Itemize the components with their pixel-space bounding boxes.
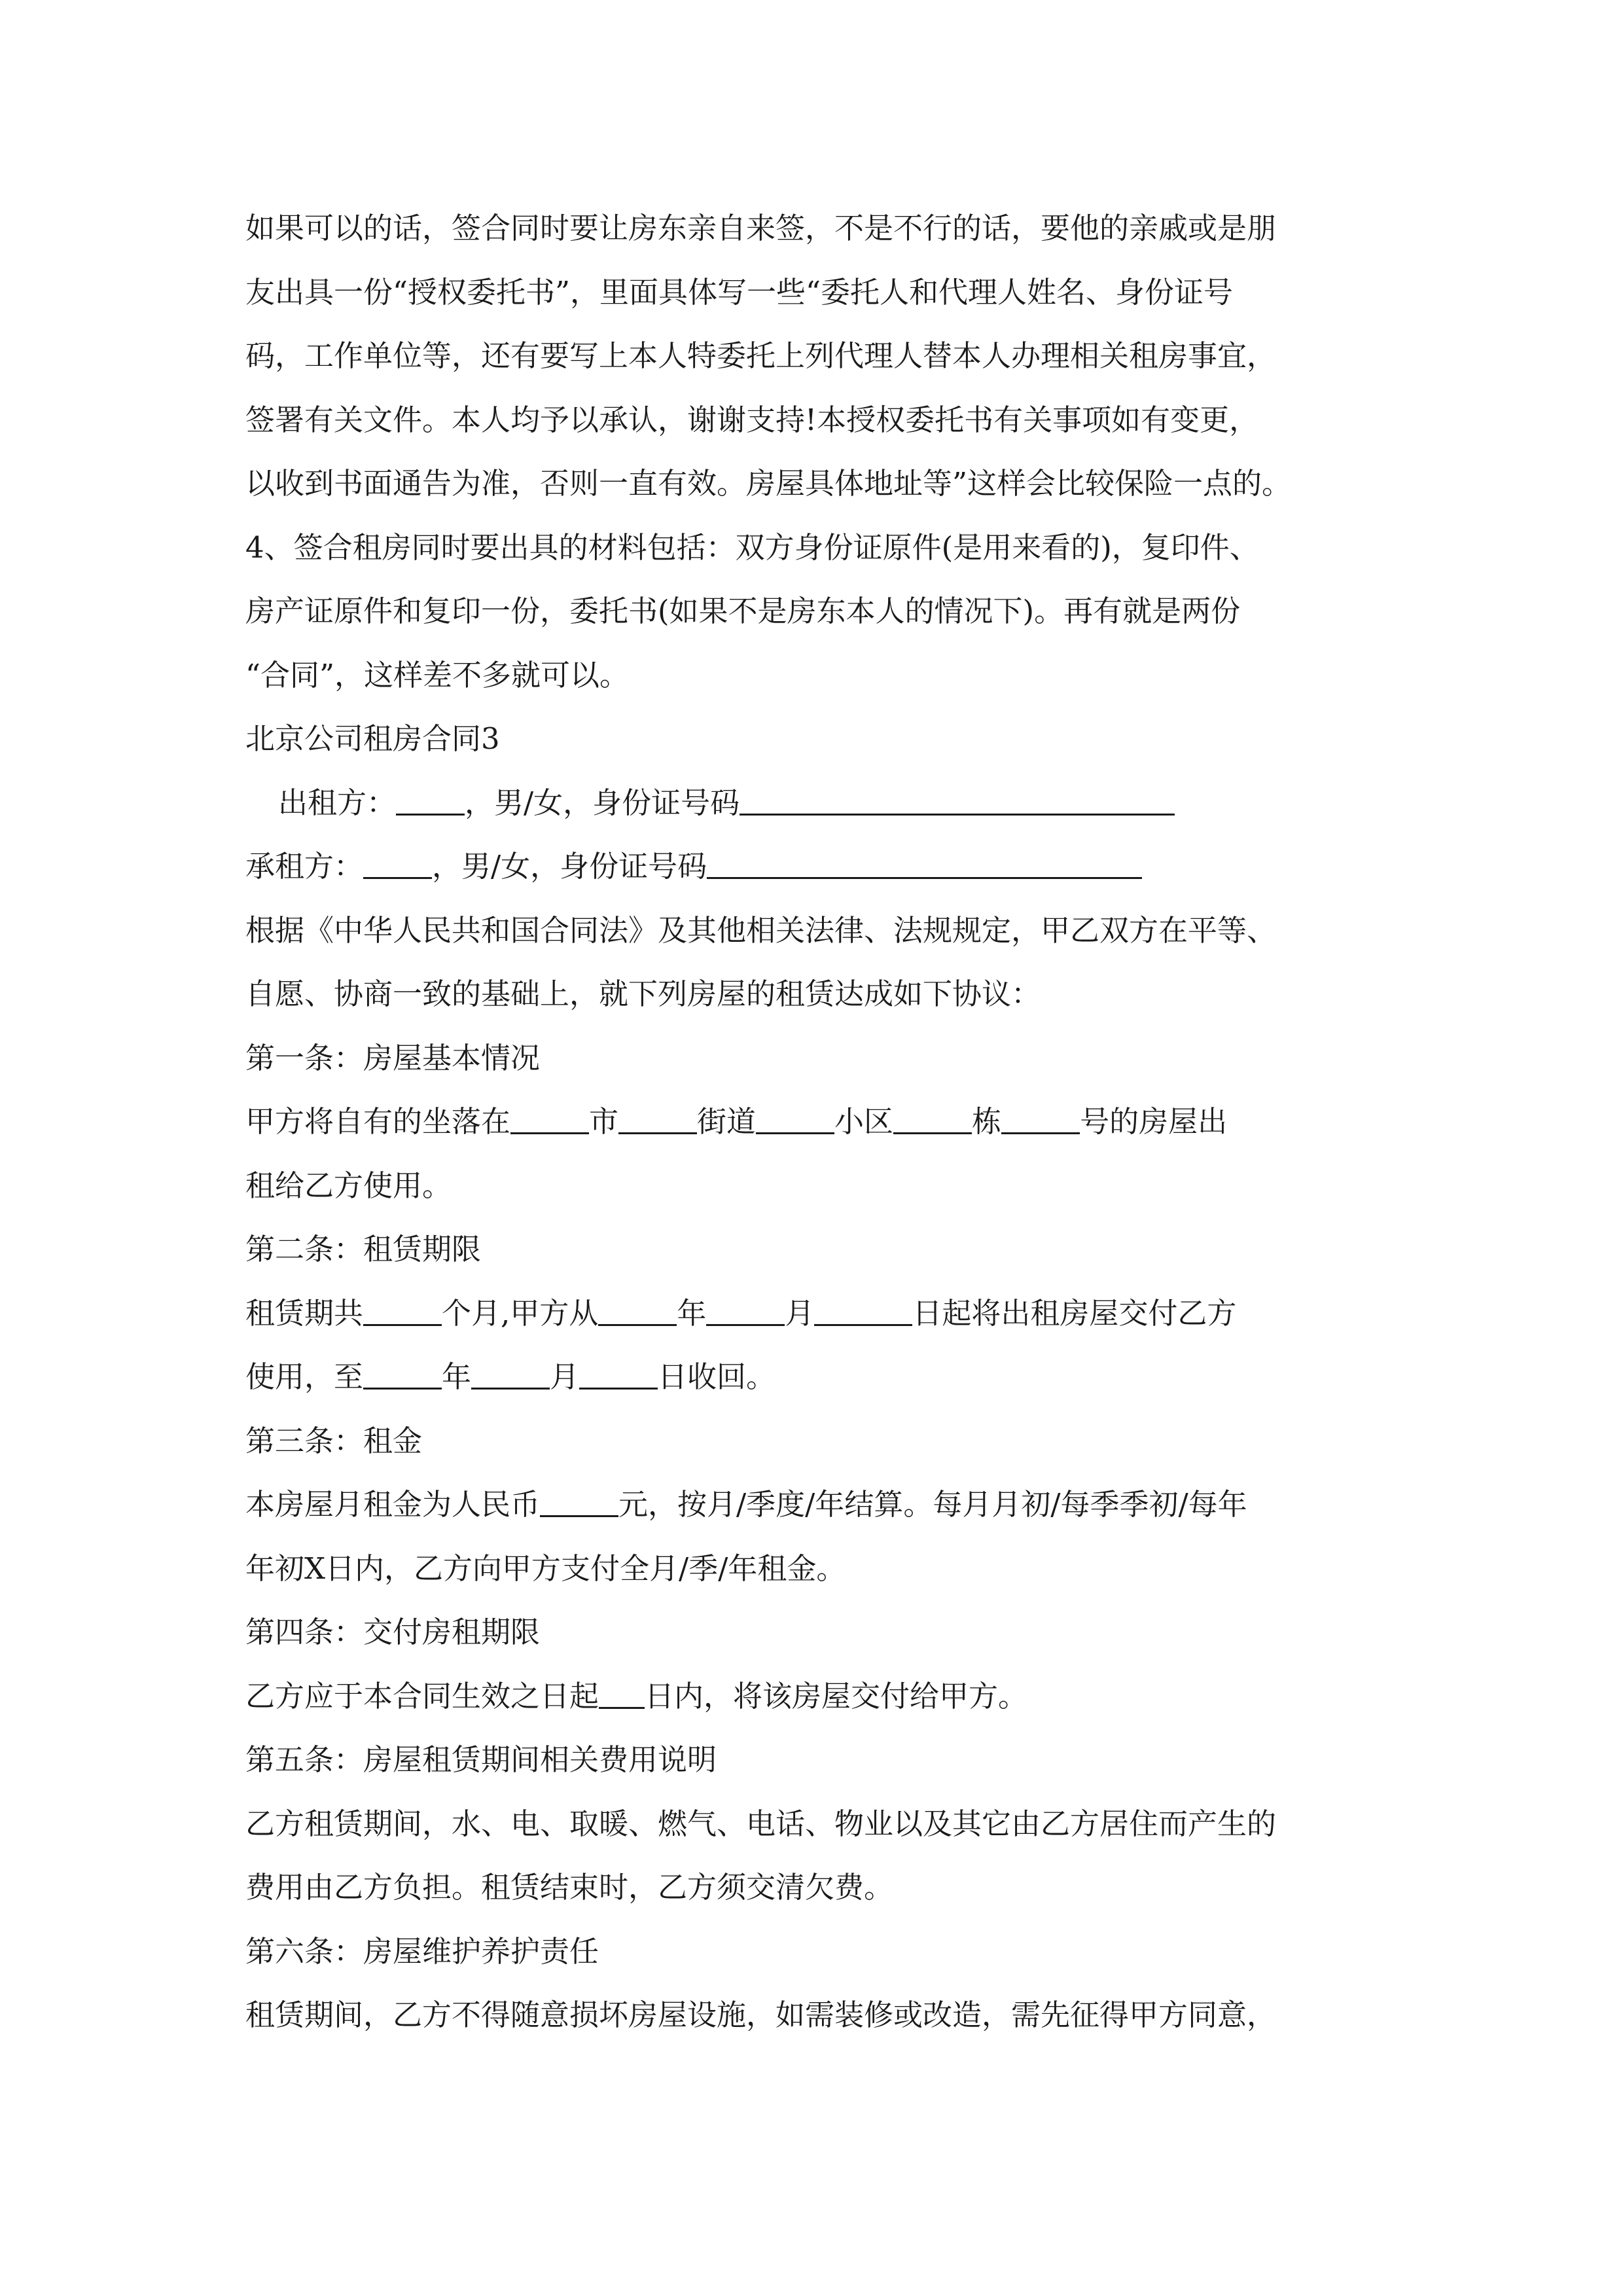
article-2-line-1 <box>245 1282 1397 1346</box>
lessee-gender-text: ，男/女，身份证号码 <box>432 849 707 884</box>
lessee-name-blank <box>363 851 432 879</box>
paragraph-line: 房产证原件和复印一份，委托书(如果不是房东本人的情况下)。再有就是两份 <box>245 594 1241 628</box>
article-2-text-2: 使用，至 <box>245 1359 364 1394</box>
end-day-label: 日收回。 <box>658 1359 776 1394</box>
lessee-line <box>245 834 1397 899</box>
lessor-id-blank <box>740 787 1175 816</box>
lessor-line <box>245 771 1397 835</box>
intro-line: 自愿、协商一致的基础上，就下列房屋的租赁达成如下协议： <box>245 977 1041 1011</box>
location-blank <box>510 1106 589 1134</box>
lessor-label: 出租方： <box>278 785 397 820</box>
start-year-blank <box>598 1298 677 1326</box>
months-blank <box>363 1298 442 1326</box>
article-4-line-1 <box>245 1664 1397 1729</box>
delivery-days-blank <box>599 1681 645 1709</box>
article-3-line-1 <box>245 1473 1397 1537</box>
lessee-label: 承租方： <box>245 849 364 884</box>
article-2-title: 第二条：租赁期限 <box>245 1232 482 1266</box>
end-month-label: 月 <box>550 1359 580 1394</box>
article-1-title: 第一条：房屋基本情况 <box>245 1040 541 1075</box>
article-6-title: 第六条：房屋维护养护责任 <box>245 1933 599 1969</box>
start-day-blank <box>814 1298 912 1326</box>
article-3-tail: 元，按月/季度/年结算。每月月初/每季季初/每年 <box>618 1487 1247 1522</box>
paragraph-line: 如果可以的话，签合同时要让房东亲自来签，不是不行的话，要他的亲戚或是朋 <box>245 211 1277 245</box>
building-label: 栋 <box>972 1104 1002 1139</box>
end-day-blank <box>579 1361 658 1390</box>
end-year-label: 年 <box>442 1359 472 1394</box>
district-blank <box>893 1106 972 1134</box>
article-2-line-2 <box>245 1345 1397 1409</box>
paragraph-line: 码，工作单位等，还有要写上本人特委托上列代理人替本人办理相关租房事宜， <box>245 338 1277 373</box>
paragraph-line: 以收到书面通告为准，否则一直有效。房屋具体地址等”这样会比较保险一点的。 <box>245 466 1292 501</box>
rent-amount-blank <box>540 1489 618 1517</box>
article-5-line-2: 费用由乙方负担。租赁结束时，乙方须交清欠费。 <box>245 1870 894 1905</box>
paragraph-line: 签署有关文件。本人均予以承认，谢谢支持!本授权委托书有关事项如有变更， <box>245 402 1259 437</box>
months-label: 个月,甲方从 <box>442 1295 599 1331</box>
building-blank <box>1001 1106 1080 1134</box>
district-label: 小区 <box>834 1104 894 1139</box>
start-month-blank <box>706 1298 785 1326</box>
city-label: 市 <box>589 1104 619 1139</box>
paragraph-line: 友出具一份“授权委托书”，里面具体写一些“委托人和代理人姓名、身份证号 <box>245 274 1234 310</box>
contract-title: 北京公司租房合同3 <box>245 721 500 756</box>
end-month-blank <box>471 1361 550 1390</box>
article-1-tail: 号的房屋出 <box>1080 1104 1228 1139</box>
city-blank <box>618 1106 697 1134</box>
article-4-text: 乙方应于本合同生效之日起 <box>245 1678 599 1713</box>
article-2-tail: 日起将出租房屋交付乙方 <box>912 1295 1237 1331</box>
article-5-title: 第五条：房屋租赁期间相关费用说明 <box>245 1742 717 1777</box>
lessor-gender-text: ，男/女，身份证号码 <box>465 785 740 820</box>
start-month-label: 月 <box>785 1295 815 1331</box>
article-4-tail: 日内，将该房屋交付给甲方。 <box>645 1678 1028 1713</box>
article-6-line-1: 租赁期间，乙方不得随意损坏房屋设施，如需装修或改造，需先征得甲方同意， <box>245 1998 1277 2032</box>
article-2-text: 租赁期共 <box>245 1295 364 1331</box>
paragraph-line: 4、签合租房同时要出具的材料包括：双方身份证原件(是用来看的)，复印件、 <box>245 529 1259 565</box>
end-year-blank <box>363 1361 442 1390</box>
paragraph-line: “合同”，这样差不多就可以。 <box>245 657 630 692</box>
street-blank <box>756 1106 834 1134</box>
article-1-text: 甲方将自有的坐落在 <box>245 1104 511 1139</box>
start-year-label: 年 <box>677 1295 707 1331</box>
intro-line: 根据《中华人民共和国合同法》及其他相关法律、法规规定，甲乙双方在平等、 <box>245 912 1277 948</box>
article-3-line-2: 年初X日内，乙方向甲方支付全月/季/年租金。 <box>245 1551 846 1586</box>
lessor-name-blank <box>396 787 465 816</box>
lessee-id-blank <box>707 851 1142 879</box>
article-1-line-2: 租给乙方使用。 <box>245 1168 452 1203</box>
article-5-line-1: 乙方租赁期间，水、电、取暖、燃气、电话、物业以及其它由乙方居住而产生的 <box>245 1806 1277 1841</box>
article-1-line-1 <box>245 1090 1397 1154</box>
street-label: 街道 <box>697 1104 757 1139</box>
document-body <box>245 196 1397 2047</box>
article-3-title: 第三条：租金 <box>245 1423 423 1458</box>
article-4-title: 第四条：交付房租期限 <box>245 1615 541 1649</box>
article-3-text: 本房屋月租金为人民币 <box>245 1487 541 1522</box>
